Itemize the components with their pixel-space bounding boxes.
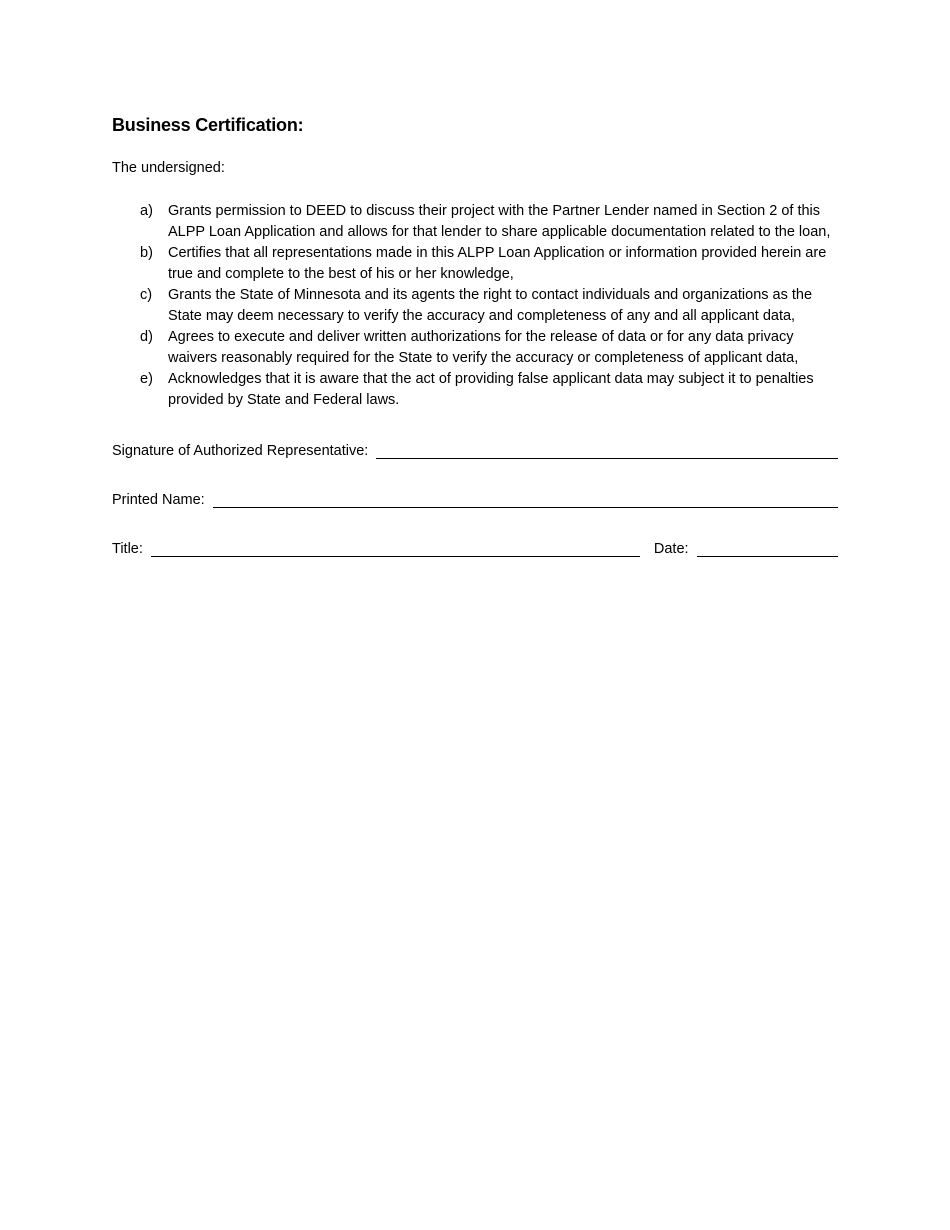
list-item (112, 285, 838, 327)
signature-label: Signature of Authorized Representative: (112, 443, 369, 459)
item-marker: c) (140, 287, 153, 303)
signature-field[interactable] (376, 442, 838, 459)
item-text: Certifies that all representations made in this ALPP Loan Application or information provided herein are true and complete to the best of his or her knowledge, (168, 245, 827, 282)
item-text: Grants the State of Minnesota and its agents the right to contact individuals and organizations as the State may deem necessary to verify the accuracy and completeness of any and all applicant data, (168, 287, 813, 324)
intro-text: The undersigned: (112, 160, 225, 176)
printed-name-field[interactable] (213, 491, 838, 508)
item-marker: e) (140, 371, 153, 387)
title-label: Title: (112, 541, 143, 557)
item-marker: b) (140, 245, 153, 261)
item-text: Acknowledges that it is aware that the act of providing false applicant data may subject it to penalties provided by State and Federal laws. (168, 371, 814, 408)
list-item (112, 201, 838, 243)
title-date-row (112, 539, 838, 559)
list-item (112, 243, 838, 285)
item-marker: d) (140, 329, 153, 345)
item-marker: a) (140, 203, 153, 219)
page-title: Business Certification: (112, 115, 304, 135)
list-item (112, 369, 838, 411)
printed-name-label: Printed Name: (112, 492, 205, 508)
item-text: Grants permission to DEED to discuss their project with the Partner Lender named in Section 2 of this ALPP Loan Application and allows for that lender to share applicable documentation related to the loan, (168, 203, 831, 240)
date-field[interactable] (697, 540, 838, 557)
document-page (112, 112, 838, 559)
list-item (112, 327, 838, 369)
item-text: Agrees to execute and deliver written authorizations for the release of data or for any data privacy waivers reasonably required for the State to verify the accuracy or completeness of applicant data, (168, 329, 799, 366)
printed-name-row (112, 490, 838, 510)
date-label: Date: (653, 541, 689, 557)
title-field[interactable] (151, 540, 640, 557)
certification-list (112, 201, 838, 411)
signature-row (112, 441, 838, 461)
